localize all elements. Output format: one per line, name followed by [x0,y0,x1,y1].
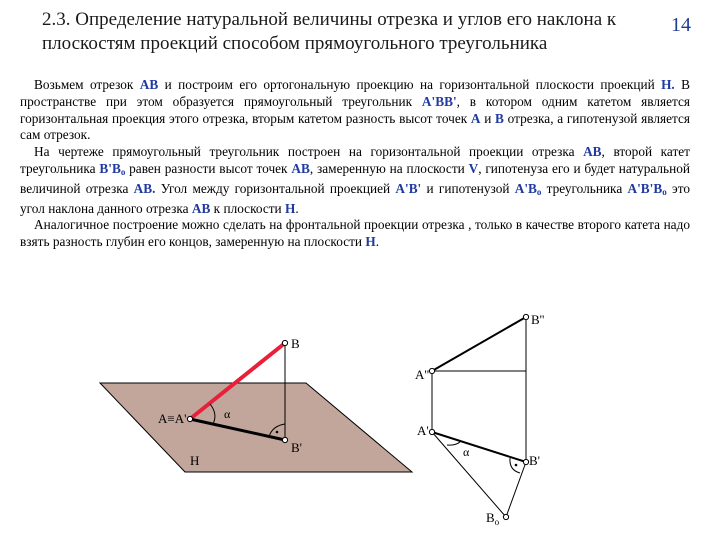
term-highlight: о [662,186,667,197]
text-run: , второй катет треугольника [20,144,690,176]
epure-figure [415,312,544,527]
term-highlight: АВ [291,160,310,176]
point-A [187,416,192,421]
text-run: , гипотенуза его и будет натуральной величиной отрезка [20,160,691,196]
text-run: Аналогичное построение можно сделать на фронтальной проекции отрезка , только в качестве второго катета надо взять разность глубин его концов, замеренную на плоскости [20,217,690,250]
point-B-prime [282,437,287,442]
page-number: 14 [671,14,691,36]
point-A2 [429,368,434,373]
term-highlight: А'В'В [627,180,663,196]
term-highlight: Н [365,234,376,250]
label-H: Н [190,453,200,468]
right-angle-dot [276,431,279,434]
term-highlight: В [495,110,504,126]
point-Bo [503,514,508,519]
text-run: На чертеже прямоугольный треугольник построен на горизонтальной проекции отрезка [34,144,584,160]
label-A2: А'' [415,367,430,382]
label-Bo-sub: о [494,517,500,527]
front-projection [432,317,526,371]
text-run: , в котором одним катетом является горизонтальная проекция этого отрезка, вторым катетом разность высот точек [20,93,690,126]
term-highlight: АВ [139,77,159,92]
right-angle-dot-right [515,464,518,467]
text-run: треугольника [541,180,628,196]
slide-title-line-2: плоскостям проекций способом прямоугольного треугольника [42,33,548,54]
point-B1 [523,459,528,464]
text-run: и [480,110,496,126]
term-highlight: V [468,160,479,176]
text-run: . [295,200,299,216]
label-alpha-left: α [224,407,231,421]
label-A1: А' [417,423,429,438]
label-B-prime: В' [291,440,303,455]
term-highlight: АВ [583,144,602,160]
label-B1: В' [529,453,541,468]
text-run: отрезка, а гипотенузой является сам отрезок. [20,110,690,143]
term-highlight: А'В [514,180,537,196]
text-run: к плоскости [210,200,286,216]
text-run: и построим его ортогональную проекцию на горизонтальной плоскости проекций [158,77,662,92]
label-alpha-right: α [463,445,470,459]
term-highlight: А'В' [395,180,422,196]
label-B2: В'' [531,312,545,327]
term-highlight: А [470,110,481,126]
text-run: и гипотенузой [421,180,515,196]
term-highlight: АВ [191,200,211,216]
text-run: равен разности высот точек [125,160,292,176]
plane-H [100,383,412,472]
label-B: В [291,336,300,351]
label-Bo-main: В [486,510,495,525]
label-Bo [486,510,500,527]
text-run: . [375,234,380,250]
label-A-coincident: А≡А' [158,411,187,426]
text-run: Возьмем отрезок [34,77,140,92]
term-highlight: А'ВВ' [421,93,457,109]
term-highlight: о [536,186,542,197]
point-B [282,340,287,345]
point-B2 [523,314,528,319]
slide-title-line-1: 2.3. Определение натуральной величины отрезка и углов его наклона к [42,9,617,30]
term-highlight: В'В [99,160,121,176]
horizontal-projection [432,432,526,462]
spatial-figure [100,336,412,472]
point-A1 [429,429,434,434]
catheter-B'Bo [506,462,526,517]
term-highlight: о [120,166,126,177]
text-run: , замеренную на плоскости [309,160,469,176]
term-highlight: АВ. [133,180,156,196]
term-highlight: Н. [661,77,675,92]
text-run: Угол между горизонтальной проекцией [155,180,396,196]
text-run: В пространстве при этом образуется прямоугольный треугольник [20,77,691,109]
term-highlight: Н [285,200,296,216]
text-run: это угол наклона данного отрезка [20,180,690,216]
